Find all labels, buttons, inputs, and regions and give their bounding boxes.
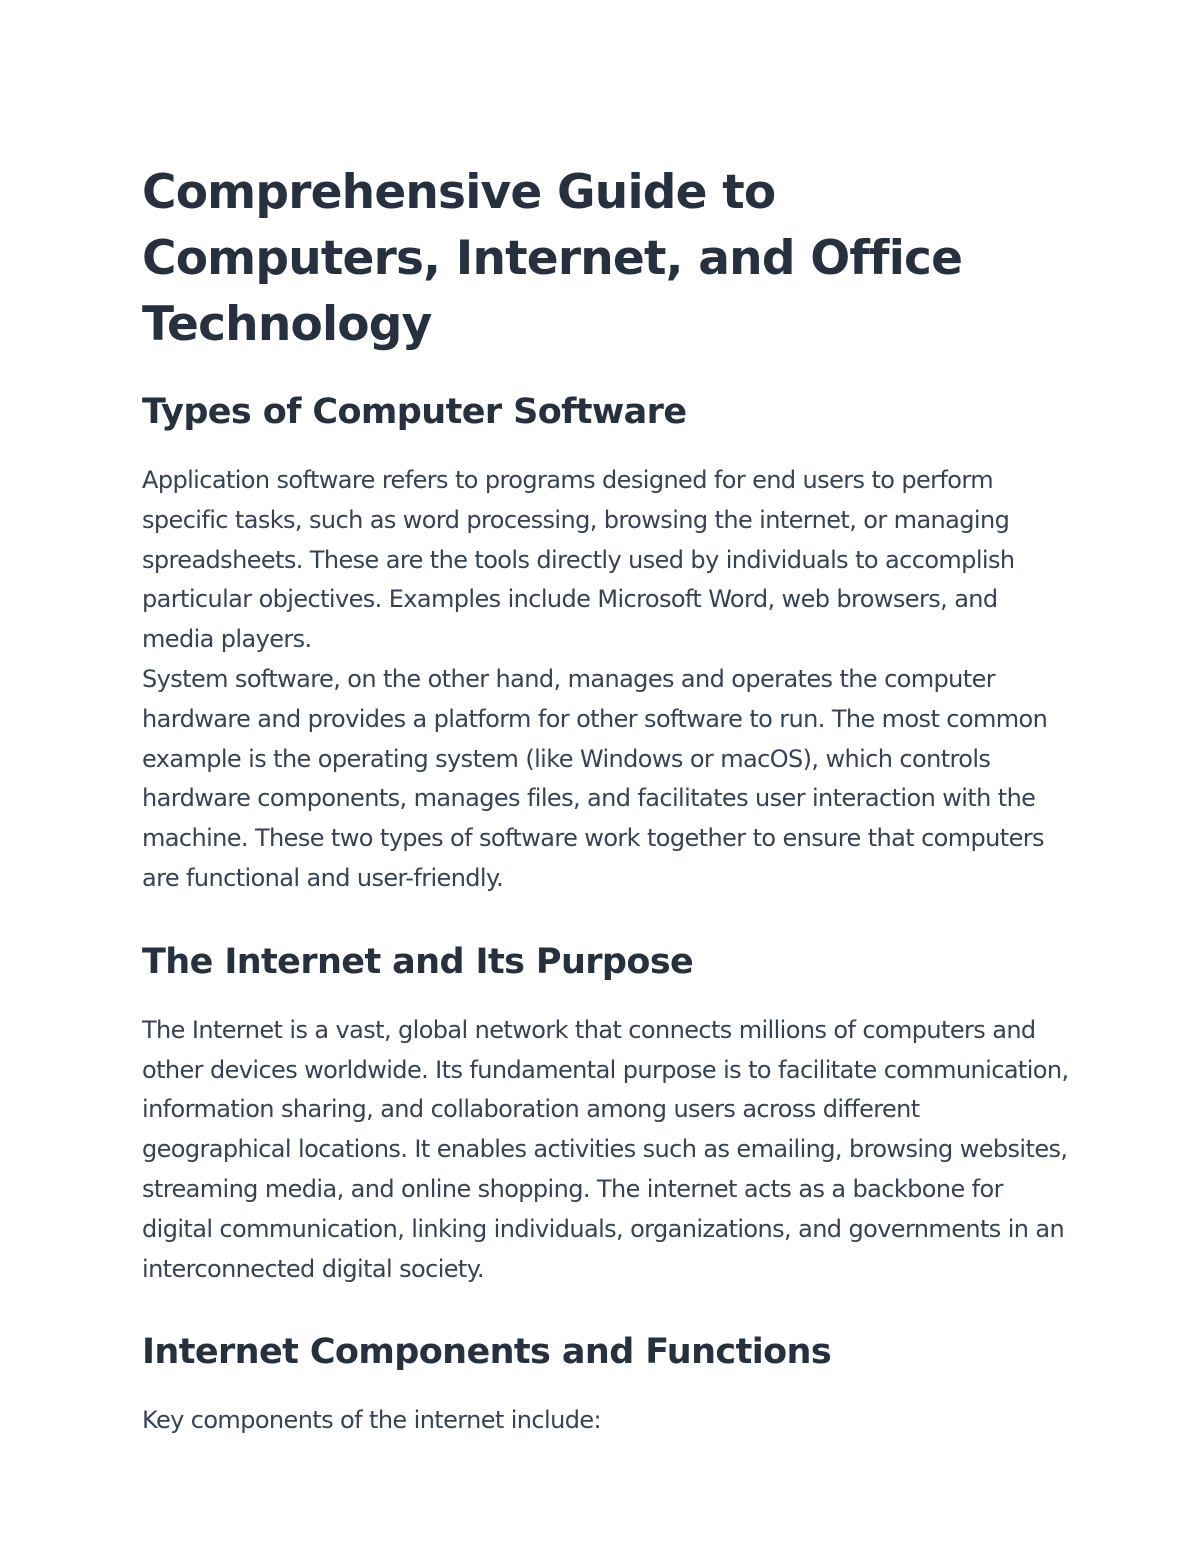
paragraph-internet-purpose: The Internet is a vast, global network that connects millions of computers and other devices worldwide. Its fundamental purpose is to facilitate communication, information sharing, and collaboration among users across different geographical locations. It enables activities such as emailing, browsing websites, streaming media, and online shopping. The internet acts as a backbone for digital communication, linking individuals, organizations, and governments in an interconnected digital society. — [142, 1015, 1069, 1283]
document-page — [142, 160, 1072, 1441]
document-title: Comprehensive Guide to Computers, Internet, and Office Technology — [142, 165, 963, 352]
paragraph-key-components-intro: Key components of the internet include: — [142, 1406, 601, 1435]
section-heading-internet-purpose: The Internet and Its Purpose — [142, 941, 694, 982]
paragraph-application-software: Application software refers to programs designed for end users to perform specific tasks, such as word processing, browsing the internet, or managing spreadsheets. These are the tools directly used by individuals to accomplish particular objectives. Examples include Microsoft Word, web browsers, and media players. — [142, 466, 1015, 654]
section-heading-software-types: Types of Computer Software — [142, 392, 687, 432]
paragraph-system-software: System software, on the other hand, manages and operates the computer hardware and provides a platform for other software to run. The most common example is the operating system (like Windows or macOS), which controls hardware components, manages files, and facilitates user interaction with the machine. These two types of software work together to ensure that computers are functional and user-friendly. — [142, 664, 1048, 892]
section-heading-internet-components: Internet Components and Functions — [142, 1332, 832, 1373]
